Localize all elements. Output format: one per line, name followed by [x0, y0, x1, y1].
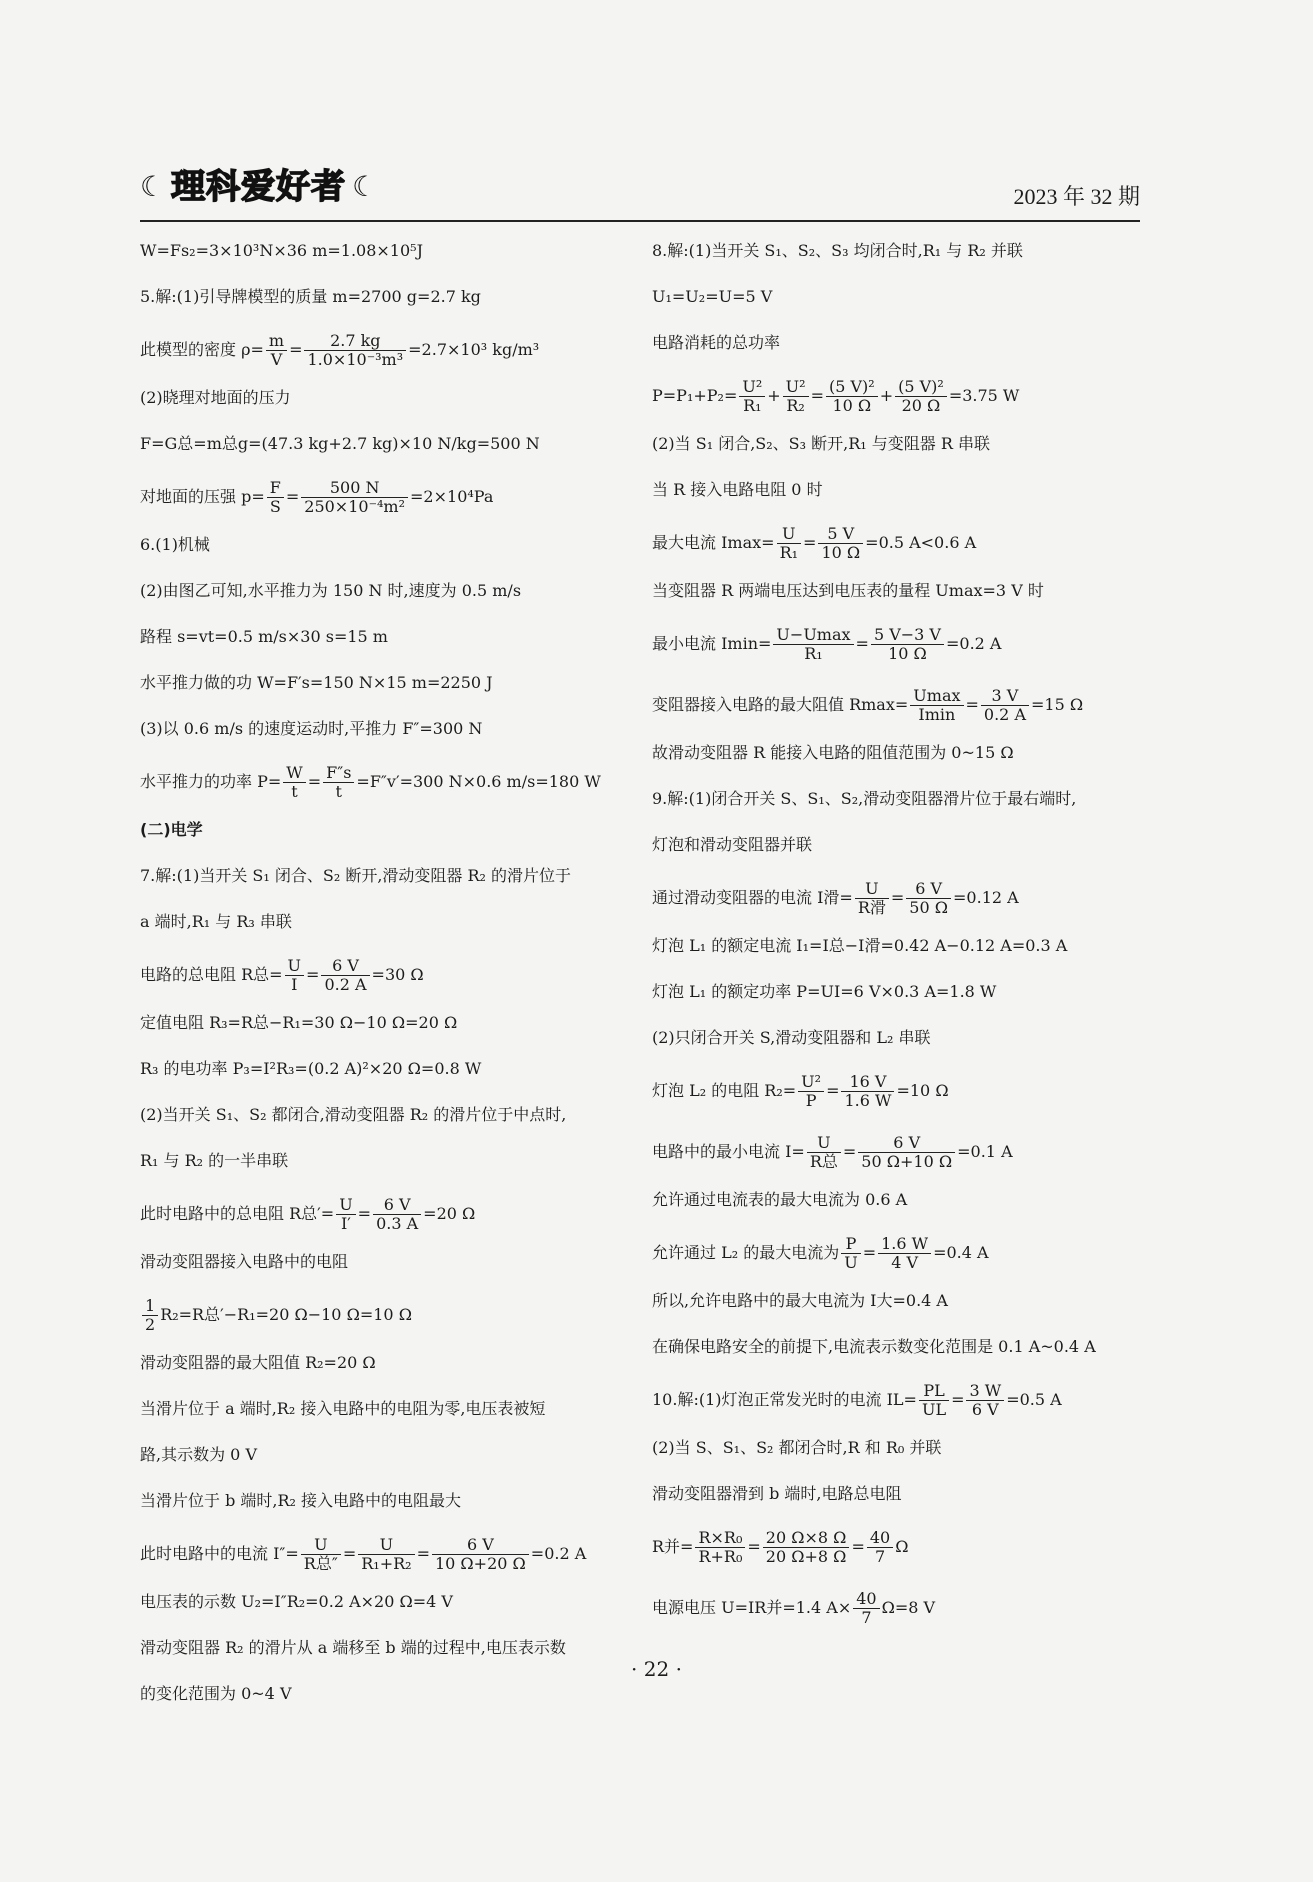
equation-line: 电路中的最小电流 I= $\frac{U}{\text{R总}}$ = $\frac{6 V}{50 \Omega+10 \Omega}$ =0.1 A	[652, 1133, 1013, 1171]
solution-line: 故滑动变阻器 R 能接入电路的阻值范围为 0~15 Ω	[652, 743, 1014, 762]
equation-line: 最大电流 Imax= $\frac{U}{\text{R₁}}$ = $\frac{5 V}{10 \Omega}$ =0.5 A<0.6 A	[652, 524, 977, 562]
equation-line: 对地面的压强 p= $\frac{F}{S}$ = $\frac{500 N}{\text{250×10⁻⁴m²}}$ =2×10⁴Pa	[140, 478, 494, 516]
solution-line: 灯泡和滑动变阻器并联	[652, 835, 813, 854]
solution-line: W=Fs₂=3×10³N×36 m=1.08×10⁵J	[140, 241, 423, 260]
solution-line: 电路消耗的总功率	[652, 333, 781, 352]
question-heading: 8.解:(1)当开关 S₁、S₂、S₃ 均闭合时,R₁ 与 R₂ 并联	[652, 241, 1023, 260]
equation-line: 水平推力的功率 P= $\frac{W}{t}$ = $\frac{F''s}{t}$ =F″v′=300 N×0.6 m/s=180 W	[140, 763, 601, 801]
left-column	[140, 240, 630, 1705]
solution-line: (3)以 0.6 m/s 的速度运动时,平推力 F″=300 N	[140, 719, 483, 738]
equation-line: 电源电压 U=IR并=1.4 A× $\frac{40}{7}$ Ω=8 V	[652, 1589, 936, 1627]
solution-line: 7.解:(1)当开关 S₁ 闭合、S₂ 断开,滑动变阻器 R₂ 的滑片位于	[140, 866, 572, 885]
logo-text: 理科爱好者	[171, 167, 347, 207]
solution-line: R₁ 与 R₂ 的一半串联	[140, 1151, 289, 1170]
question-heading: 6.(1)机械	[140, 535, 210, 554]
solution-line: 当滑片位于 b 端时,R₂ 接入电路中的电阻最大	[140, 1491, 462, 1510]
equation-line: 此时电路中的总电阻 R总′= $\frac{U}{I'}$ = $\frac{6 V}{0.3 A}$ =20 Ω	[140, 1195, 476, 1233]
solution-line: (2)晓理对地面的压力	[140, 388, 291, 407]
solution-line: R₃ 的电功率 P₃=I²R₃=(0.2 A)²×20 Ω=0.8 W	[140, 1059, 482, 1078]
solution-line: 在确保电路安全的前提下,电流表示数变化范围是 0.1 A~0.4 A	[652, 1337, 1096, 1356]
equation-line: 电路的总电阻 R总= $\frac{U}{I}$ = $\frac{6 V}{0.2 A}$ =30 Ω	[140, 956, 424, 994]
solution-line: a 端时,R₁ 与 R₃ 串联	[140, 912, 292, 931]
solution-line: 5.解:(1)引导牌模型的质量 m=2700 g=2.7 kg	[140, 287, 481, 306]
right-column	[652, 240, 1152, 1627]
equation-line: 最小电流 Imin= $\frac{U-Umax}{\text{R₁}}$ = $\frac{5 V-3 V}{10 \Omega}$ =0.2 A	[652, 625, 1002, 663]
equation-line: 灯泡 L₂ 的电阻 R₂= $\frac{\text{U²}}{P}$ = $\frac{16 V}{1.6 W}$ =10 Ω	[652, 1072, 949, 1110]
solution-line: (2)只闭合开关 S,滑动变阻器和 L₂ 串联	[652, 1028, 931, 1047]
equation-line: 通过滑动变阻器的电流 I滑= $\frac{U}{\text{R滑}}$ = $\frac{6 V}{50 \Omega}$ =0.12 A	[652, 879, 1019, 917]
solution-line: 灯泡 L₁ 的额定电流 I₁=I总−I滑=0.42 A−0.12 A=0.3 A	[652, 936, 1068, 955]
solution-line: 滑动变阻器 R₂ 的滑片从 a 端移至 b 端的过程中,电压表示数	[140, 1638, 566, 1657]
solution-line: 水平推力做的功 W=F′s=150 N×15 m=2250 J	[140, 673, 493, 692]
equation-line: 允许通过 L₂ 的最大电流为 $\frac{P}{U}$ = $\frac{1.6 W}{4 V}$ =0.4 A	[652, 1234, 989, 1272]
section-heading: (二)电学	[140, 820, 203, 839]
equation-line: P=P₁+P₂= $\frac{\text{U²}}{\text{R₁}}$ + $\frac{\text{U²}}{\text{R₂}}$ = $\frac{\text{(5 V)²}}{10 \Omega}$ + $\frac{\text{(5 V)²}}{20 \Omega}$ =3.75 W	[652, 377, 1020, 415]
solution-line: 灯泡 L₁ 的额定功率 P=UI=6 V×0.3 A=1.8 W	[652, 982, 997, 1001]
magazine-logo	[140, 167, 378, 207]
solution-line: U₁=U₂=U=5 V	[652, 287, 773, 306]
solution-line: 滑动变阻器的最大阻值 R₂=20 Ω	[140, 1353, 376, 1372]
equation-line: 此时电路中的电流 I″= $\frac{U}{\text{R总″}}$ = $\frac{U}{\text{R₁+R₂}}$ = $\frac{6 V}{10 \Omega+20 \Omega}$ =0.2 A	[140, 1535, 587, 1573]
equation-line: 变阻器接入电路的最大阻值 Rmax= $\frac{Umax}{Imin}$ = $\frac{3 V}{0.2 A}$ =15 Ω	[652, 686, 1084, 724]
equation-line: $\frac{1}{2}$ R₂=R总′−R₁=20 Ω−10 Ω=10 Ω	[140, 1297, 630, 1334]
crescent-icon: ☾	[352, 170, 378, 203]
solution-line: (2)当 S、S₁、S₂ 都闭合时,R 和 R₀ 并联	[652, 1438, 942, 1457]
solution-line: 当变阻器 R 两端电压达到电压表的量程 Umax=3 V 时	[652, 581, 1044, 600]
solution-line: 的变化范围为 0~4 V	[140, 1684, 292, 1703]
solution-line: (2)当开关 S₁、S₂ 都闭合,滑动变阻器 R₂ 的滑片位于中点时,	[140, 1105, 567, 1124]
solution-line: 定值电阻 R₃=R总−R₁=30 Ω−10 Ω=20 Ω	[140, 1013, 458, 1032]
solution-line: 路程 s=vt=0.5 m/s×30 s=15 m	[140, 627, 388, 646]
header-divider	[140, 220, 1140, 222]
solution-line: 电压表的示数 U₂=I″R₂=0.2 A×20 Ω=4 V	[140, 1592, 453, 1611]
page-number: · 22 ·	[631, 1657, 682, 1681]
equation-line: 10.解:(1)灯泡正常发光时的电流 IL= $\frac{PL}{UL}$ = $\frac{3 W}{6 V}$ =0.5 A	[652, 1381, 1062, 1419]
issue-label: 2023 年 32 期	[1013, 184, 1140, 209]
page-header	[140, 167, 1140, 222]
crescent-icon: ☾	[140, 170, 166, 203]
equation-line: 此模型的密度 ρ= $\frac{m}{V}$ = $\frac{2.7 kg}{\text{1.0×10⁻³m³}}$ =2.7×10³ kg/m³	[140, 331, 540, 369]
equation-line: R并= $\frac{\text{R×R₀}}{\text{R+R₀}}$ = $\frac{20 \Omega\times 8 \Omega}{20 \Omega+8 \Omega}$ = $\frac{40}{7}$ Ω	[652, 1528, 909, 1566]
solution-line: 滑动变阻器滑到 b 端时,电路总电阻	[652, 1484, 902, 1503]
solution-line: 允许通过电流表的最大电流为 0.6 A	[652, 1190, 908, 1209]
solution-line: (2)当 S₁ 闭合,S₂、S₃ 断开,R₁ 与变阻器 R 串联	[652, 434, 990, 453]
solution-line: 滑动变阻器接入电路中的电阻	[140, 1252, 349, 1271]
solution-line: 当 R 接入电路电阻 0 时	[652, 480, 823, 499]
solution-line: 当滑片位于 a 端时,R₂ 接入电路中的电阻为零,电压表被短	[140, 1399, 546, 1418]
question-heading: 9.解:(1)闭合开关 S、S₁、S₂,滑动变阻器滑片位于最右端时,	[652, 789, 1077, 808]
solution-line: F=G总=m总g=(47.3 kg+2.7 kg)×10 N/kg=500 N	[140, 434, 540, 453]
solution-line: (2)由图乙可知,水平推力为 150 N 时,速度为 0.5 m/s	[140, 581, 522, 600]
solution-line: 所以,允许电路中的最大电流为 I大=0.4 A	[652, 1291, 948, 1310]
solution-line: 路,其示数为 0 V	[140, 1445, 257, 1464]
